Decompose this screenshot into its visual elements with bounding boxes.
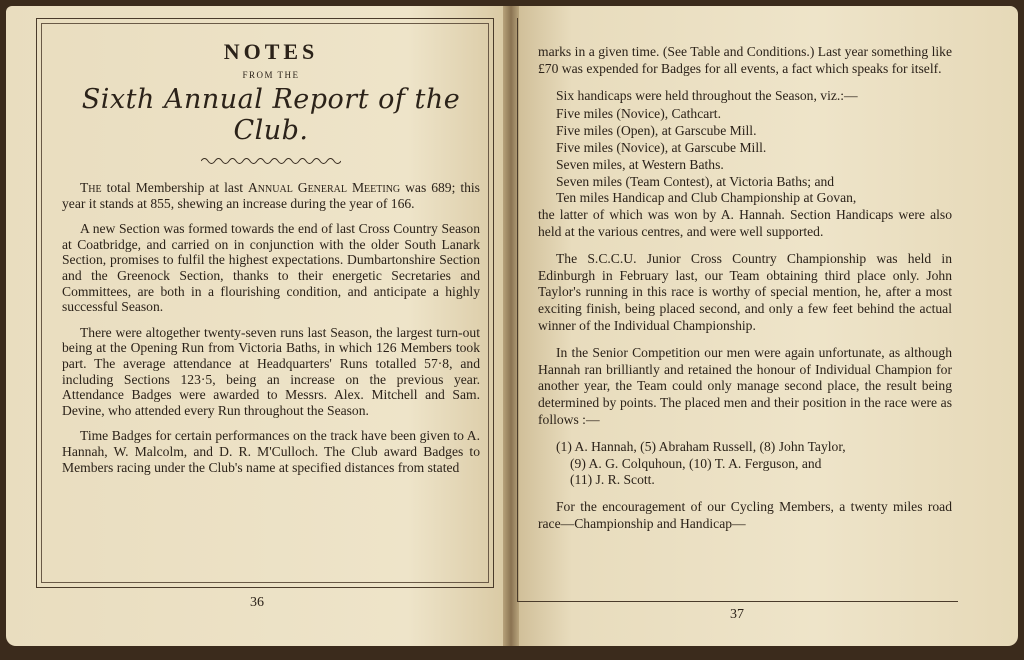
notes-heading: NOTES [223, 39, 319, 64]
left-page-content [62, 40, 480, 485]
paragraph-time-badges: Time Badges for certain performances on the track have been given to A. Hannah, W. Malcolm, and D. R. M'Culloch. The Club award Badges to Members racing under the Club's name at specified distances from stated [62, 428, 480, 475]
placings-line: (11) J. R. Scott. [570, 472, 655, 488]
ornament-squiggle-icon [201, 156, 341, 166]
paragraph-handicaps-continued: the latter of which was won by A. Hannah. Section Handicaps were also held at the various centres, and were well supported. [538, 207, 952, 239]
paragraph-badges: marks in a given time. (See Table and Conditions.) Last year something like £70 was expended for Badges for all events, a fact which speaks for itself. [538, 44, 952, 76]
handicap-item: Five miles (Novice), Cathcart. [556, 106, 721, 122]
page-number-right: 37 [730, 607, 744, 622]
handicap-item: Five miles (Novice), at Garscube Mill. [556, 139, 767, 155]
handicap-item: Ten miles Handicap and Club Championship at Govan, [556, 190, 857, 206]
handicaps-intro: Six handicaps were held throughout the Season, viz.:— [556, 87, 858, 103]
paragraph-new-section: A new Section was formed towards the end of last Cross Country Season at Coatbridge, and carried on in conjunction with the older South Lanark Section, promises to fulfil the highest expectations. Dumbartonshire Section and the Greenock Section, thanks to their energetic Secretaries and Committees, are both in a flourishing condition, and anticipate a highly successful Season. [62, 221, 480, 315]
paragraph-senior-competition: In the Senior Competition our men were again unfortunate, as although Hannah ran brilliantly and retained the honour of Individual Champion for another year, the Team could only manage second place, the result being determined by points. The placed men and their position in the race were as follows :— [538, 344, 952, 427]
from-the-subheading: FROM THE [242, 70, 300, 80]
paragraph-runs: There were altogether twenty-seven runs last Season, the largest turn-out being at the Opening Run from Victoria Baths, in which 126 Members took part. The average attendance at Headquarters' Runs totalled 57·8, and including Sections 123·5, being an increase on the previous year. Attendance Badges were awarded to Messrs. Alex. Mitchell and Sam. Devine, who attended every Run throughout the Season. [62, 324, 480, 418]
paragraph-membership: The total Membership at last Annual General Meeting was 689; this year it stands at 855, shewing an increase during the year of 166. [62, 180, 480, 211]
paragraph-cycling: For the encouragement of our Cycling Members, a twenty miles road race—Championship and Handicap— [538, 499, 952, 531]
handicap-item: Five miles (Open), at Garscube Mill. [556, 123, 757, 139]
handicap-item: Seven miles (Team Contest), at Victoria Baths; and [556, 173, 835, 189]
placings-line: (1) A. Hannah, (5) Abraham Russell, (8) John Taylor, [556, 438, 846, 454]
paragraph-junior-championship: The S.C.C.U. Junior Cross Country Championship was held in Edinburgh in February last, our Team obtaining third place only. John Taylor's running in this race is worthy of special mention, he, after a most exciting finish, being placed second, and only a few feet behind the actual winner of the Individual Championship. [538, 250, 952, 333]
report-title: Sixth Annual Report of the Club. [81, 84, 461, 146]
placings-line: (9) A. G. Colquhoun, (10) T. A. Ferguson, and [570, 455, 822, 471]
page-number-left: 36 [250, 595, 264, 610]
right-page-content [538, 44, 952, 543]
handicap-item: Seven miles, at Western Baths. [556, 156, 724, 172]
